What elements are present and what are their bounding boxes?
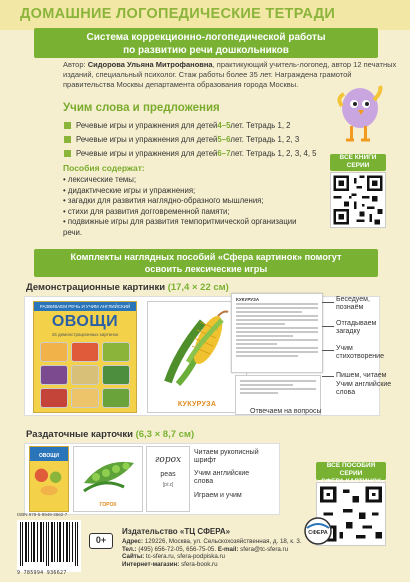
list-item: • загадки для развития наглядно-образного мышления;: [63, 196, 264, 205]
vegetable-icon: [102, 365, 130, 385]
handout-box-title: ОВОЩИ: [30, 447, 68, 461]
system-banner-line2: по развитию речи дошкольников: [123, 45, 289, 56]
learn-list: [64, 118, 317, 160]
anno-play-learn: Играем и учим: [194, 492, 242, 499]
word-transcription: [pi:z]: [162, 482, 174, 488]
demo-caption: Отвечаем на вопросы: [250, 408, 322, 415]
text-card: [231, 293, 323, 373]
word-card: [146, 446, 190, 512]
vegetable-icon: [102, 388, 130, 408]
arrow: [322, 326, 334, 327]
aids-heading: Пособия содержат:: [63, 163, 145, 173]
demo-box-cover: [33, 301, 137, 413]
age-rating-badge: 0+: [89, 533, 113, 549]
vegetable-icon: [71, 365, 99, 385]
arrow: [322, 350, 334, 351]
anno-english: Учим английские слова: [336, 381, 392, 396]
list-item: • подвижные игры для развития темпоритмической организации речи.: [63, 217, 297, 237]
isbn: ISBN 978-5-9949-3662-7: [17, 512, 68, 517]
vegetable-icon: [71, 342, 99, 362]
vegetable-icon: [102, 342, 130, 362]
word-english: peas: [160, 471, 176, 478]
author-label: Автор:: [63, 60, 86, 69]
vegetables-icon: [30, 461, 68, 501]
sfera-series-label: ВСЕ ПОСОБИЯ СЕРИИ: [316, 462, 386, 480]
publisher-address: 129226, Москва, ул. Сельскохозяйственная, д. 18, к. 3.: [143, 537, 302, 545]
barcode-number: 9 785994 936627: [17, 570, 67, 576]
anno-english-words: Учим английские слова: [194, 470, 250, 485]
kits-banner: Комплекты наглядных пособий «Сфера картинок» помогут освоить лексические игры: [34, 249, 378, 277]
demo-box-top: РАЗВИВАЕМ РЕЧЬ И УЧИМ АНГЛИЙСКИЙ: [34, 302, 136, 311]
author-bio: , практикующий учитель-логопед, автор 12 печатных изданий, специальный психолог. Стаж работы более 35 лет. Награждена грамотой правительства Москвы департамента образования города Москвы.: [63, 60, 397, 89]
vegetable-icon: [40, 365, 68, 385]
arrow: [322, 302, 334, 303]
anno-discuss: Беседуем, познаём: [336, 296, 370, 311]
arrow: [322, 376, 334, 377]
demo-section-title: Демонстрационные картинки (17,4 × 22 см): [26, 282, 229, 293]
handout-box: [29, 446, 69, 512]
bullet-square-icon: [64, 136, 71, 143]
list-item: • стихи для развития догговременной памяти;: [63, 206, 230, 216]
demo-box-title: ОВОЩИ: [51, 313, 119, 330]
pea-card: [73, 446, 143, 512]
bullet-square-icon: [64, 150, 71, 157]
vegetable-icon: [71, 388, 99, 408]
anno-script-font: Читаем рукописный шрифт: [194, 449, 259, 464]
vegetable-icon: [40, 388, 68, 408]
pea-pod-icon: [74, 447, 144, 503]
system-banner: [34, 28, 378, 58]
qr-code-icon[interactable]: [330, 172, 386, 228]
demo-panel: [24, 296, 380, 416]
word-script: горох: [154, 455, 182, 465]
author-name: Сидорова Ульяна Митрофановна: [87, 60, 213, 69]
list-item: • лексические темы;: [63, 175, 137, 184]
sfera-logo-text: СФЕРА: [308, 530, 328, 536]
publisher-shop[interactable]: sfera-book.ru: [179, 561, 218, 569]
handout-section-title: Раздаточные карточки (6,3 × 8,7 см): [26, 429, 195, 440]
list-item: Речевые игры и упражнения для детей 5–6 лет. Тетрадь 1, 2, 3: [64, 132, 317, 146]
series-title: ДОМАШНИЕ ЛОГОПЕДИЧЕСКИЕ ТЕТРАДИ: [20, 6, 336, 22]
list-item: Речевые игры и упражнения для детей 6–7 лет. Тетрадь 1, 2, 3, 4, 5: [64, 146, 317, 160]
list-item: Речевые игры и упражнения для детей 4–5 лет. Тетрадь 1, 2: [64, 118, 317, 132]
vegetable-icon: [40, 342, 68, 362]
text-card-title: КУКУРУЗА: [236, 297, 260, 302]
pea-label: ГОРОХ: [99, 502, 117, 508]
vegetable-grid: [40, 342, 130, 408]
publisher-name: Издательство «ТЦ СФЕРА»: [122, 527, 231, 536]
qr-series-label: ВСЕ КНИГИ СЕРИИ: [330, 154, 386, 171]
bullet-square-icon: [64, 122, 71, 129]
barcode-icon: [17, 520, 81, 572]
demo-box-subtitle: 16 демонстрационных картинок: [51, 332, 119, 337]
anno-poem: Учим стихотворение: [336, 345, 384, 360]
publisher-sites[interactable]: tc-sfera.ru, sfera-podpiska.ru: [144, 553, 225, 561]
publisher-email[interactable]: sfera@tc-sfera.ru: [238, 545, 289, 553]
chick-mascot-icon: [330, 82, 385, 152]
aids-list: [63, 175, 313, 238]
learn-heading: Учим слова и предложения: [63, 102, 220, 114]
anno-riddle: Отгадываем загадку: [336, 320, 377, 335]
publisher-block: Издательство «ТЦ СФЕРА» Адрес: 129226, Москва, ул. Сельскохозяйственная, д. 18, к. 3. Тел.: (495) 656-72-05, 656-75-05. E-mail: sfera@tc-sfera.ru Сайты: tc-sfera.ru, sfera-podpiska.ru Интернет-магазин: sfera-book.ru: [122, 528, 400, 569]
system-banner-line1: Система коррекционно-логопедической работы: [86, 32, 326, 43]
publisher-phone: (495) 656-72-05, 656-75-05.: [136, 545, 217, 553]
list-item: • дидактические игры и упражнения;: [63, 185, 196, 195]
corn-label: КУКУРУЗА: [177, 401, 217, 408]
anno-read-write: Пишем, читаем: [336, 372, 387, 379]
